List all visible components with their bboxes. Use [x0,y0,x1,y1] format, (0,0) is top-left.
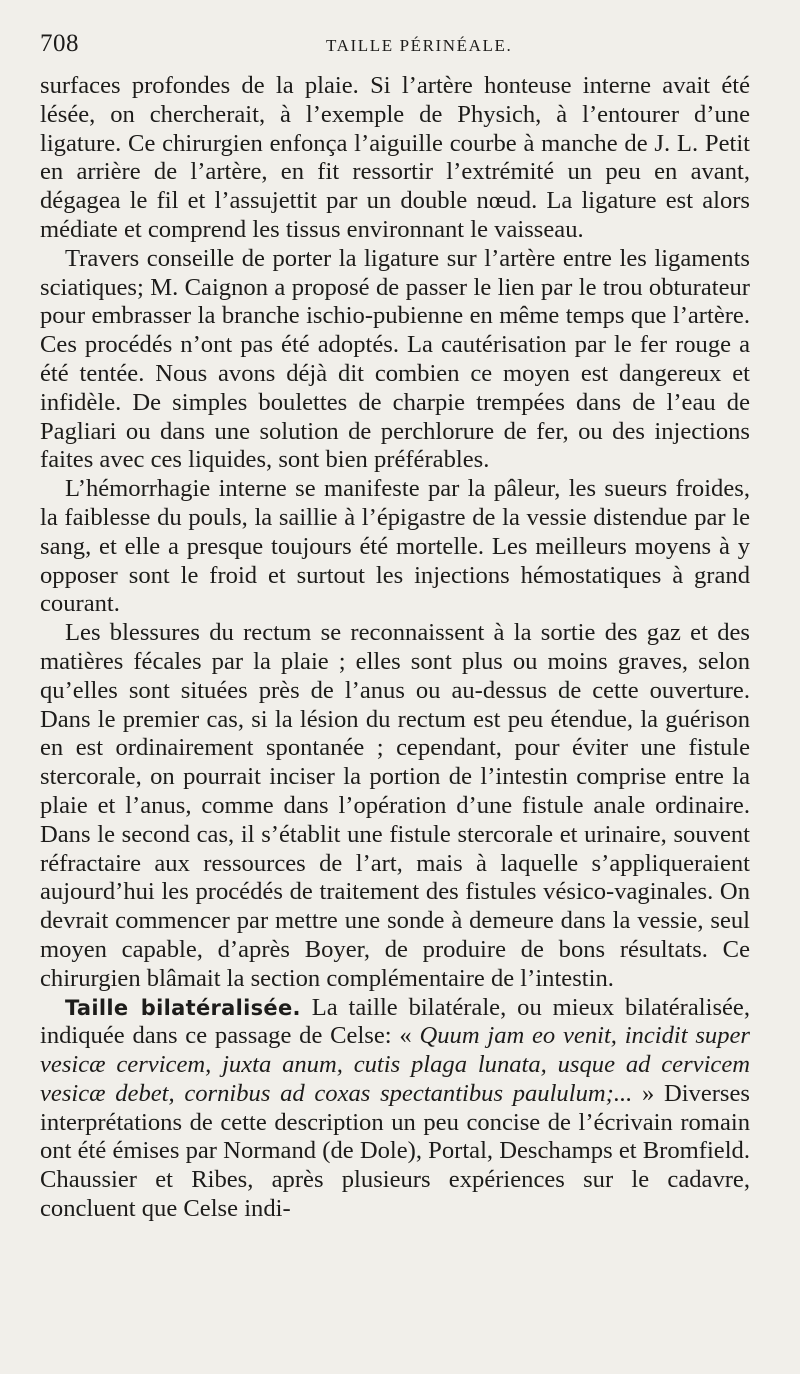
page-number: 708 [40,30,79,57]
section-title: Taille bilatéralisée. [65,995,301,1020]
paragraph-4: Les blessures du rectum se reconnaissent à la sortie des gaz et des matières fécales par la plaie ; elles sont plus ou moins graves, selon qu’elles sont situées près de l’anus ou au-dessus de cette ouverture. Dans le premier cas, si la lésion du rectum est peu étendue, la guérison en est ordinairement spontanée ; cependant, pour éviter une fistule stercorale, on pourrait inciser la portion de l’intestin comprise entre la plaie et l’anus, comme dans l’opération d’une fistule anale ordinaire. Dans le second cas, il s’établit une fistule stercorale et urinaire, souvent réfractaire aux ressources de l’art, mais à laquelle s’appliqueraient aujourd’hui les procédés de traitement des fistules vésico-vaginales. On devrait commencer par mettre une sonde à demeure dans la vessie, seul moyen capable, d’après Boyer, de produire de bons résultats. Ce chirurgien blâmait la section complémentaire de l’intestin. [40,619,750,992]
paragraph-1: surfaces profondes de la plaie. Si l’artère honteuse interne avait été lésée, on chercherait, à l’exemple de Physich, à l’entourer d’une ligature. Ce chirurgien enfonça l’aiguille courbe à manche de J. L. Petit en arrière de l’artère, en fit ressortir l’extrémité un peu en avant, dégagea le fil et l’assujettit par un double nœud. La ligature est alors médiate et comprend les tissus environnant le vaisseau. [40,72,750,243]
section-text-continued: » Diverses interprétations de cette description un peu concise de l’écrivain romain ont été émises par Normand (de Dole), Portal, Deschamps et Bromfield. Chaussier et Ribes, après plusieurs expériences sur le cadavre, concluent que Celse indi- [40,1079,750,1223]
paragraph-3: L’hémorrhagie interne se manifeste par la pâleur, les sueurs froides, la faiblesse du pouls, la saillie à l’épigastre de la vessie distendue par le sang, et elle a presque toujours été mortelle. Les meilleurs moyens à y opposer sont le froid et surtout les injections hémostatiques à grand courant. [40,475,750,618]
running-title: TAILLE PÉRINÉALE. [326,36,513,55]
body-text [40,72,750,1224]
paragraph-2: Travers conseille de porter la ligature sur l’artère entre les ligaments sciatiques; M. Caignon a proposé de passer le lien par le trou obturateur pour embrasser la branche ischio-pubienne en même temps que l’artère. Ces procédés n’ont pas été adoptés. La cautérisation par le fer rouge a été tentée. Nous avons déjà dit combien ce moyen est dangereux et infidèle. De simples boulettes de charpie trempées dans de l’eau de Pagliari ou dans une solution de perchlorure de fer, ou des injections faites avec ces liquides, sont bien préférables. [40,244,750,474]
latin-quote: Quum jam eo venit, incidit super vesicæ cervicem, juxta anum, cutis plaga lunata, usque ad cervicem vesicæ debet, cornibus ad coxas spectantibus paululum;... [40,1022,750,1107]
page-header [40,30,750,66]
section-paragraph [40,994,750,1224]
section-text-intro: La taille bilatérale, ou mieux bilatéralisée, indiquée dans ce passage de Celse: « [40,993,751,1050]
